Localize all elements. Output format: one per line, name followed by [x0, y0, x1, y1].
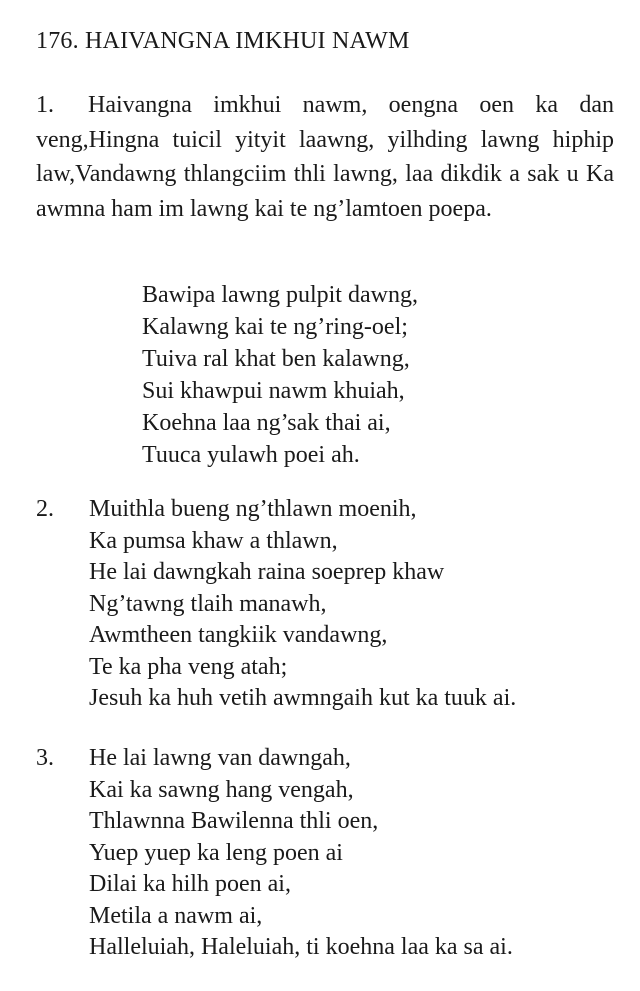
verse-2-line: Jesuh ka huh vetih awmngaih kut ka tuuk ai. [89, 685, 517, 711]
verse-3-line: Halleluiah, Haleluiah, ti koehna laa ka sa ai. [89, 934, 513, 960]
verse-2-line: Awmtheen tangkiik vandawng, [89, 622, 388, 648]
verse-3-number: 3. [36, 745, 54, 771]
verse-2-line: Te ka pha veng atah; [89, 653, 288, 680]
verse-2-line: He lai dawngkah raina soeprep khaw [89, 559, 445, 585]
chorus [142, 279, 418, 471]
chorus-line: Koehna laa ng’sak thai ai, [142, 410, 391, 436]
verse-3-line: He lai lawng van dawngah, [89, 745, 351, 771]
verse-1 [36, 88, 614, 226]
verse-3-line: Metila a nawm ai, [89, 902, 263, 929]
verse-2-line: Ng’tawng tlaih manawh, [89, 590, 327, 617]
verse-2 [36, 494, 516, 715]
verse-2-line: Muithla bueng ng’thlawn moenih, [89, 496, 417, 522]
chorus-line: Sui khawpui nawm khuiah, [142, 378, 405, 404]
verse-1-number: 1. [36, 92, 54, 118]
verse-3-line: Thlawnna Bawilenna thli oen, [89, 808, 379, 834]
verse-2-number: 2. [36, 496, 54, 522]
chorus-line: Tuuca yulawh poei ah. [142, 442, 360, 468]
verse-3-line: Yuep yuep ka leng poen ai [89, 839, 343, 866]
chorus-line: Tuiva ral khat ben kalawng, [142, 346, 410, 372]
verse-3-line: Dilai ka hilh poen ai, [89, 871, 291, 897]
verse-3-line: Kai ka sawng hang vengah, [89, 776, 354, 803]
verse-1-text: Haivangna imkhui nawm, oengna oen ka dan veng,Hingna tuicil yityit laawng, yilhding lawng hiphip law,Vandawng thlangciim thli lawng, laa dikdik a sak u Ka awmna ham im lawng kai te ng’lamtoen poepa. [36, 92, 614, 222]
chorus-line: Bawipa lawng pulpit dawng, [142, 282, 418, 308]
verse-2-line: Ka pumsa khaw a thlawn, [89, 527, 338, 554]
chorus-line: Kalawng kai te ng’ring-oel; [142, 314, 408, 340]
verse-3 [36, 743, 513, 964]
hymn-title: 176. HAIVANGNA IMKHUI NAWM [36, 28, 410, 54]
